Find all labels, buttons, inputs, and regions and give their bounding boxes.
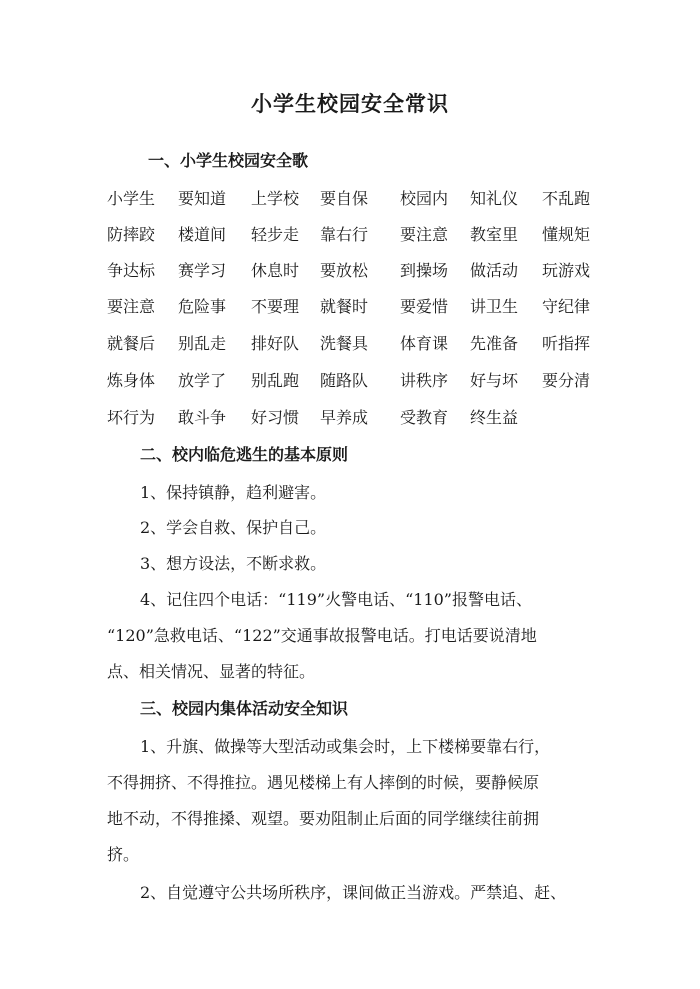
song-phrase: 好习惯 bbox=[251, 408, 300, 427]
song-phrase: 放学了 bbox=[178, 371, 227, 390]
song-phrase: 玩游戏 bbox=[542, 261, 591, 280]
principle-item-3: 3、想方设法，不断求救。 bbox=[140, 554, 327, 573]
song-phrase: 危险事 bbox=[178, 297, 227, 316]
song-phrase: 体育课 bbox=[400, 334, 449, 353]
song-phrase: 好与坏 bbox=[470, 371, 519, 390]
song-phrase: 受教育 bbox=[400, 408, 449, 427]
song-phrase: 炼身体 bbox=[107, 371, 156, 390]
song-phrase: 要自保 bbox=[320, 189, 369, 208]
song-phrase: 楼道间 bbox=[178, 225, 227, 244]
song-phrase: 争达标 bbox=[107, 261, 156, 280]
principle-item-2: 2、学会自救、保护自己。 bbox=[140, 518, 327, 537]
song-phrase: 讲秩序 bbox=[400, 371, 449, 390]
song-phrase: 防摔跤 bbox=[107, 225, 156, 244]
activity-item-2-line: 2、自觉遵守公共场所秩序，课间做正当游戏。严禁追、赶、 bbox=[140, 883, 567, 902]
song-phrase: 做活动 bbox=[470, 261, 519, 280]
song-phrase: 就餐后 bbox=[107, 334, 156, 353]
song-phrase: 要注意 bbox=[400, 225, 449, 244]
section-heading-escape-principles: 二、校内临危逃生的基本原则 bbox=[140, 445, 349, 464]
song-phrase: 终生益 bbox=[470, 408, 519, 427]
principle-item-4-line: 4、记住四个电话：“119”火警电话、“110”报警电话、 bbox=[140, 590, 532, 609]
song-phrase: 听指挥 bbox=[542, 334, 591, 353]
song-phrase: 校园内 bbox=[400, 189, 449, 208]
song-phrase: 要分清 bbox=[542, 371, 591, 390]
activity-item-1-line: 不得拥挤、不得推拉。遇见楼梯上有人摔倒的时候，要静候原 bbox=[107, 773, 540, 792]
song-phrase: 守纪律 bbox=[542, 297, 591, 316]
section-heading-group-activity: 三、校园内集体活动安全知识 bbox=[140, 699, 349, 718]
song-phrase: 懂规矩 bbox=[542, 225, 591, 244]
document-title: 小学生校园安全常识 bbox=[251, 91, 449, 116]
song-phrase: 要爱惜 bbox=[400, 297, 449, 316]
activity-item-1-line: 挤。 bbox=[107, 845, 140, 864]
song-phrase: 讲卫生 bbox=[470, 297, 519, 316]
song-phrase: 就餐时 bbox=[320, 297, 369, 316]
song-phrase: 先准备 bbox=[470, 334, 519, 353]
principle-item-4-line: 点、相关情况、显著的特征。 bbox=[107, 662, 316, 681]
activity-item-1-line: 地不动，不得推搡、观望。要劝阻制止后面的同学继续往前拥 bbox=[107, 809, 540, 828]
song-phrase: 小学生 bbox=[107, 189, 156, 208]
song-phrase: 轻步走 bbox=[251, 225, 300, 244]
song-phrase: 别乱走 bbox=[178, 334, 227, 353]
activity-item-1-line: 1、升旗、做操等大型活动或集会时，上下楼梯要靠右行， bbox=[140, 737, 551, 756]
song-phrase: 教室里 bbox=[470, 225, 519, 244]
song-phrase: 不要理 bbox=[251, 297, 300, 316]
principle-item-4-line: “120”急救电话、“122”交通事故报警电话。打电话要说清地 bbox=[107, 626, 537, 645]
song-phrase: 上学校 bbox=[251, 189, 300, 208]
song-phrase: 到操场 bbox=[400, 261, 449, 280]
song-phrase: 休息时 bbox=[251, 261, 300, 280]
song-phrase: 随路队 bbox=[320, 371, 369, 390]
song-phrase: 要知道 bbox=[178, 189, 227, 208]
song-phrase: 要放松 bbox=[320, 261, 369, 280]
song-phrase: 排好队 bbox=[251, 334, 300, 353]
song-phrase: 坏行为 bbox=[107, 408, 156, 427]
song-phrase: 靠右行 bbox=[320, 225, 369, 244]
song-phrase: 要注意 bbox=[107, 297, 156, 316]
section-heading-song: 一、小学生校园安全歌 bbox=[148, 151, 309, 170]
song-phrase: 洗餐具 bbox=[320, 334, 369, 353]
principle-item-1: 1、保持镇静，趋利避害。 bbox=[140, 483, 327, 502]
song-phrase: 敢斗争 bbox=[178, 408, 227, 427]
song-phrase: 早养成 bbox=[320, 408, 369, 427]
song-phrase: 不乱跑 bbox=[542, 189, 591, 208]
song-phrase: 知礼仪 bbox=[470, 189, 519, 208]
song-phrase: 别乱跑 bbox=[251, 371, 300, 390]
song-phrase: 赛学习 bbox=[178, 261, 227, 280]
